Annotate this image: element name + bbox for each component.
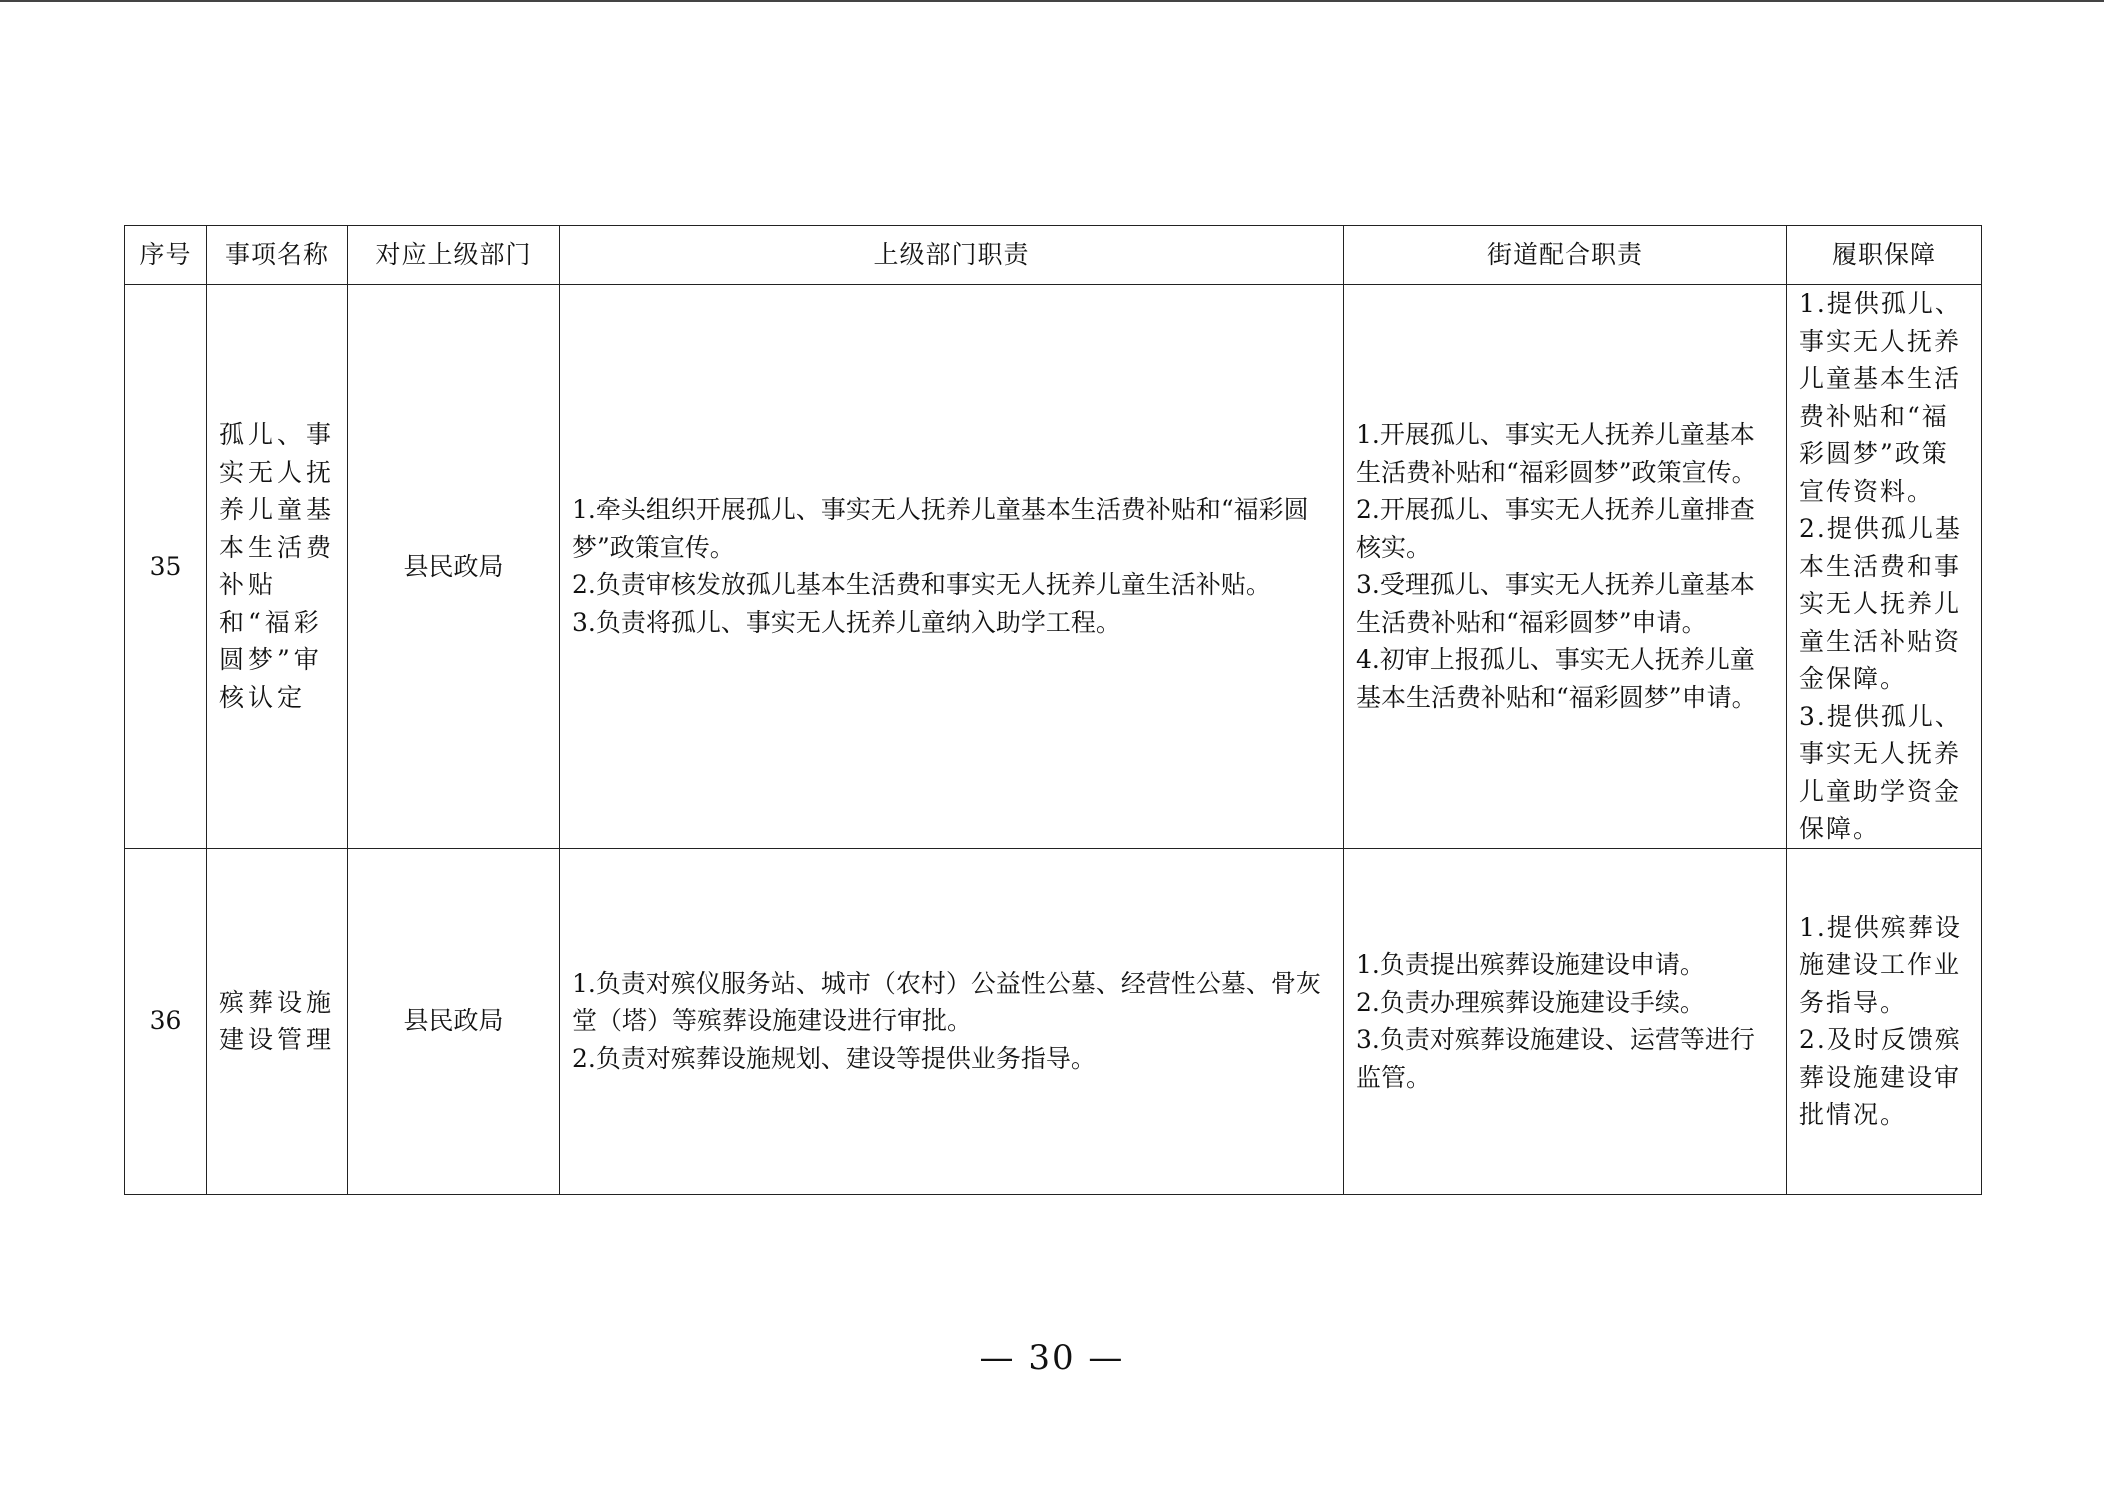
header-upper-duties: 上级部门职责 (560, 226, 1344, 285)
street-duty-item: 4.初审上报孤儿、事实无人抚养儿童基本生活费补贴和“福彩圆梦”申请。 (1356, 645, 1757, 712)
duty-table (124, 225, 1982, 1195)
guarantee-item: 2.及时反馈殡葬设施建设审批情况。 (1799, 1025, 1962, 1129)
page-number: — 30 — (979, 1338, 1125, 1378)
street-duty-item: 2.开展孤儿、事实无人抚养儿童排查核实。 (1356, 495, 1755, 562)
row-upper-dept: 县民政局 (348, 285, 560, 849)
table-row (125, 285, 1982, 849)
upper-duty-item: 1.牵头组织开展孤儿、事实无人抚养儿童基本生活费补贴和“福彩圆梦”政策宣传。 (572, 495, 1309, 562)
page-top-border (0, 0, 2104, 2)
header-serial: 序号 (125, 226, 207, 285)
row-item-name: 殡葬设施建设管理 (207, 848, 348, 1194)
header-street-duties: 街道配合职责 (1344, 226, 1787, 285)
street-duty-item: 3.负责对殡葬设施建设、运营等进行监管。 (1356, 1025, 1755, 1092)
row-serial: 35 (125, 285, 207, 849)
row-guarantee (1787, 285, 1982, 849)
header-item-name: 事项名称 (207, 226, 348, 285)
row-upper-dept: 县民政局 (348, 848, 560, 1194)
street-duty-item: 1.负责提出殡葬设施建设申请。 (1356, 950, 1705, 979)
guarantee-item: 1.提供殡葬设施建设工作业务指导。 (1799, 912, 1962, 1017)
row-serial: 36 (125, 848, 207, 1194)
upper-duty-item: 2.负责对殡葬设施规划、建设等提供业务指导。 (572, 1043, 1096, 1073)
guarantee-item: 3.提供孤儿、事实无人抚养儿童助学资金保障。 (1799, 701, 1962, 843)
table-header-row (125, 226, 1982, 285)
street-duty-item: 2.负责办理殡葬设施建设手续。 (1356, 987, 1705, 1017)
row-upper-duties (560, 848, 1344, 1194)
row-item-name: 孤儿、事实无人抚养儿童基本生活费补贴和“福彩圆梦”审核认定 (207, 285, 348, 849)
guarantee-item: 2.提供孤儿基本生活费和事实无人抚养儿童生活补贴资金保障。 (1799, 514, 1962, 693)
upper-duty-item: 3.负责将孤儿、事实无人抚养儿童纳入助学工程。 (572, 607, 1121, 637)
upper-duty-item: 2.负责审核发放孤儿基本生活费和事实无人抚养儿童生活补贴。 (572, 570, 1271, 600)
header-guarantee: 履职保障 (1787, 226, 1982, 285)
header-upper-dept: 对应上级部门 (348, 226, 560, 285)
row-upper-duties (560, 285, 1344, 849)
upper-duty-item: 1.负责对殡仪服务站、城市（农村）公益性公墓、经营性公墓、骨灰堂（塔）等殡葬设施建设进行审批。 (572, 968, 1321, 1036)
table-row (125, 848, 1982, 1194)
row-guarantee (1787, 848, 1982, 1194)
row-street-duties (1344, 848, 1787, 1194)
guarantee-item: 1.提供孤儿、事实无人抚养儿童基本生活费补贴和“福彩圆梦”政策宣传资料。 (1799, 289, 1962, 506)
row-street-duties (1344, 285, 1787, 849)
street-duty-item: 1.开展孤儿、事实无人抚养儿童基本生活费补贴和“福彩圆梦”政策宣传。 (1356, 420, 1757, 487)
street-duty-item: 3.受理孤儿、事实无人抚养儿童基本生活费补贴和“福彩圆梦”申请。 (1356, 570, 1755, 637)
